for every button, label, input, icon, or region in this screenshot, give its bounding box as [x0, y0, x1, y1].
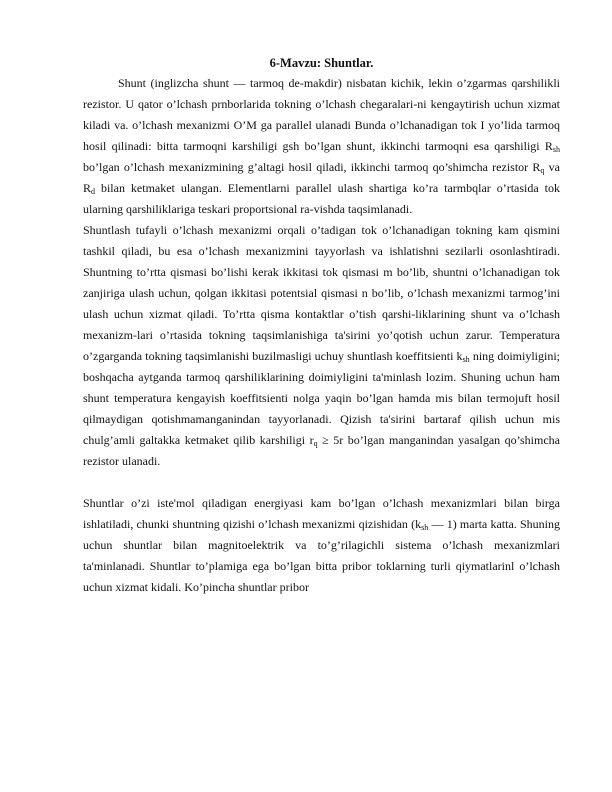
paragraph-3: Shuntlar o’zi iste'mol qiladigan energiyasi kam bo’lgan o’lchash mexanizmlari bilan birga ishlatiladi, chunki shuntning qizishi o’lchash mexanizmi qizishidan ($k_{sh}$ — 1) marta katta. Shuning uchun shuntlar bilan magnitoelektrik va to’g’rilagichli sistema o’lchash mexanizmlari ta'minlanadi. Shuntlar to’plamiga ega bo’lgan bitta pribor toklarning turli qiymatlarinl o’lchash uchun xizmat kidali. Ko’pincha shuntlar pribor: [83, 496, 560, 594]
subscript: sh: [421, 523, 429, 532]
subscript: sh: [462, 355, 470, 364]
paragraph-1: Shunt (inglizcha shunt — tarmoq de-makdir) nisbatan kichik, lekin o’zgarmas qarshilikli rezistor. U qator o’lchash prnborlarida tokning o’lchash chegaralari-ni kengaytirish uchun xizmat kiladi va. o’lchash mexanizmi O’M ga parallel ulanadi Bunda o’lchanadigan tok I yo’lida tarmoq hosil qilinadi: bitta tarmoqni karshiligi gsh bo’lgan shunt, ikkinchi tarmoqni esa qarshiligi $R_{sh}$ bo’lgan o’lchash mexanizmining g’altagi hosil qiladi, ikkinchi tarmoq qo’shimcha rezistor $R_q$ va $R_d$ bilan ketmaket ulangan. Elementlarni parallel ulash shartiga ko’ra tarmbqlar o’rtasida tok ularning qarshiliklariga teskari proportsional ra-vishda taqsimlanadi.: [83, 76, 560, 216]
subscript: q: [313, 439, 318, 448]
subscript: sh: [552, 145, 560, 154]
subscript: d: [91, 187, 96, 196]
document-page: [83, 54, 560, 598]
paragraph-2: Shuntlash tufayli o’lchash mexanizmi orqali o’tadigan tok o’lchanadigan tokning kam qismini tashkil qiladi, bu esa o’lchash mexanizmini tayyorlash va ishlatishni sezilarli osonlashtiradi. Shuntning to’rtta qismasi bo’lishi kerak ikkitasi tok qismasi m bo’lib, shuntni o’lchanadigan tok zanjiriga ulash uchun, qolgan ikkitasi potentsial qismasi n bo’lib, o’lchash mexanizmi tarmog’ini ulash uchun xizmat qiladi. To’rtta qisma kontaktlar o’tish qarshi-liklarining shunt va o’lchash mexanizm-lari o’rtasida tokning taqsimlanishiga ta'sirini yo’qotish uchun zarur. Temperatura o’zgarganda tokning taqsimlanishi buzilmasligi uchuy shuntlash koeffitsienti $k_{sh}$ ning doimiyligini; boshqacha aytganda tarmoq qarshiliklarining doimiyligini ta'minlash lozim. Shuning uchun ham shunt temperatura kengayish koeffitsienti nolga yaqin bo’lgan hamda mis bilan termojuft hosil qilmaydigan qotishmamanganindan tayyorlanadi. Qizish ta'sirini bartaraf qilish uchun mis chulg’amli galtakka ketmaket qilib karshiligi $r_q \ge 5r$ bo’lgan manganindan yasalgan qo’shimcha rezistor ulanadi.: [83, 223, 560, 468]
paragraph-spacer: [83, 472, 560, 493]
document-title: 6-Mavzu: Shuntlar.: [269, 56, 374, 70]
subscript: q: [540, 166, 545, 175]
